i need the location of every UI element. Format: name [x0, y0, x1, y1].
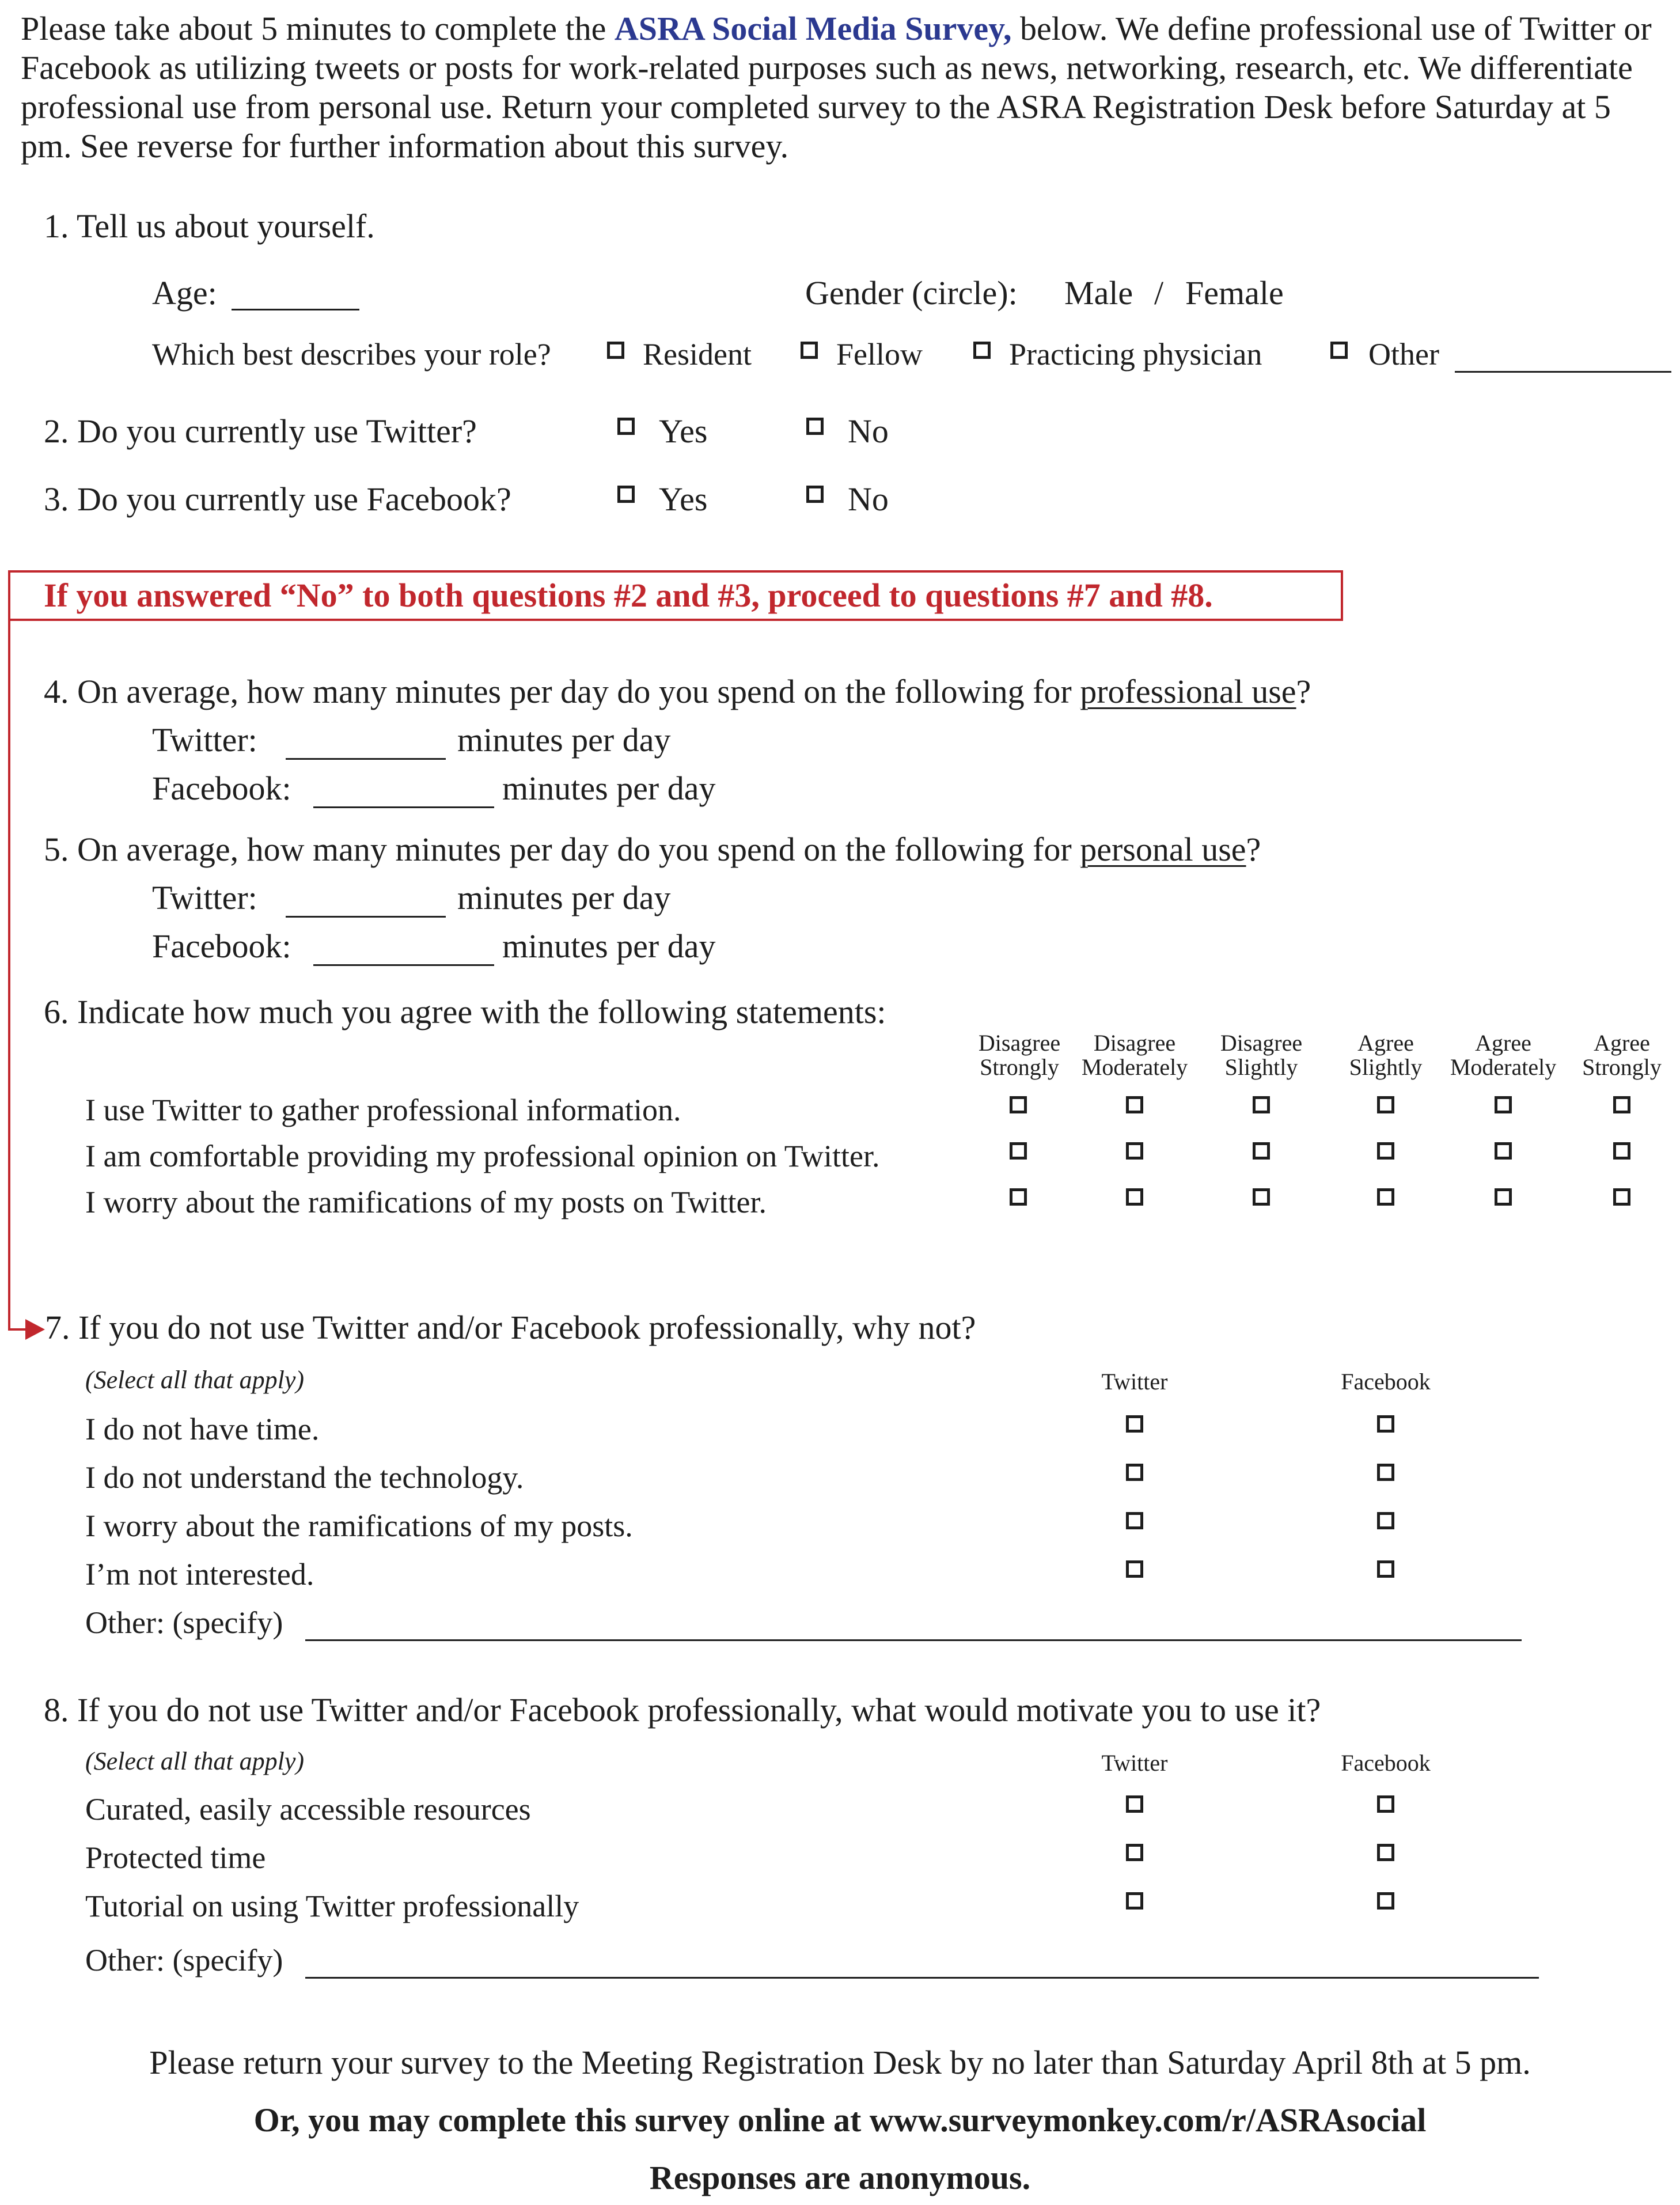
q6-row2-agree-strongly[interactable] [1613, 1142, 1630, 1160]
scale-label-word: Disagree [978, 1030, 1061, 1056]
q6-row2-disagree-strongly[interactable] [1010, 1142, 1027, 1160]
q8-option: Curated, easily accessible resources [85, 1792, 531, 1827]
role-other-checkbox[interactable] [1330, 342, 1348, 359]
q7-reason: I do not have time. [85, 1412, 320, 1446]
scale-label-degree: Slightly [1349, 1054, 1423, 1080]
q8-title: 8. If you do not use Twitter and/or Facebook professionally, what would motivate you to use it? [44, 1691, 1321, 1729]
scale-label-degree: Strongly [1582, 1054, 1662, 1080]
q8-other-label: Other: (specify) [85, 1943, 283, 1977]
q2-title: 2. Do you currently use Twitter? [44, 412, 477, 450]
gender-male[interactable]: Male [1064, 274, 1133, 312]
q6-row1-agree-slightly[interactable] [1377, 1096, 1394, 1113]
role-fellow-label: Fellow [836, 337, 923, 372]
gender-label: Gender (circle): [805, 274, 1018, 312]
q5-title-emphasis: personal use [1080, 831, 1246, 868]
q4-title [44, 675, 1311, 709]
scale-label-word: Agree [1594, 1030, 1650, 1056]
role-other-field[interactable] [1455, 371, 1671, 373]
q8-option: Protected time [85, 1840, 266, 1875]
q6-row2-agree-slightly[interactable] [1377, 1142, 1394, 1160]
gender-separator: / [1154, 274, 1164, 312]
skip-arrow-line [8, 621, 10, 1331]
q8-row3-facebook[interactable] [1377, 1892, 1394, 1910]
gender-female[interactable]: Female [1185, 274, 1284, 312]
role-other-label: Other [1368, 337, 1439, 372]
q7-reason: I’m not interested. [85, 1557, 314, 1592]
q4-title-end: ? [1296, 673, 1311, 710]
q6-row3-agree-strongly[interactable] [1613, 1188, 1630, 1206]
scale-agree-moderately [1446, 1031, 1561, 1079]
scale-disagree-slightly [1204, 1031, 1319, 1079]
q6-row2-disagree-slightly[interactable] [1253, 1142, 1270, 1160]
q1-title: 1. Tell us about yourself. [44, 207, 375, 245]
q3-no-label: No [848, 480, 889, 518]
q4-title-text: 4. On average, how many minutes per day do you spend on the following for [44, 673, 1080, 710]
q5-title-text: 5. On average, how many minutes per day do you spend on the following for [44, 831, 1080, 868]
role-fellow-checkbox[interactable] [801, 342, 818, 359]
q5-twitter-label: Twitter: [152, 879, 257, 916]
scale-label-degree: Moderately [1450, 1054, 1557, 1080]
survey-name: ASRA Social Media Survey, [614, 10, 1012, 47]
q2-no-checkbox[interactable] [806, 418, 824, 435]
q7-row3-twitter[interactable] [1126, 1512, 1143, 1529]
q7-row1-twitter[interactable] [1126, 1415, 1143, 1433]
q4-twitter-unit: minutes per day [457, 721, 671, 759]
role-physician-label: Practicing physician [1009, 337, 1262, 372]
q7-col-facebook: Facebook [1341, 1369, 1431, 1395]
role-resident-label: Resident [643, 337, 752, 372]
q6-row1-agree-moderately[interactable] [1495, 1096, 1512, 1113]
q2-yes-checkbox[interactable] [617, 418, 635, 435]
q6-row1-disagree-strongly[interactable] [1010, 1096, 1027, 1113]
q8-hint: (Select all that apply) [85, 1747, 304, 1775]
q6-row1-disagree-moderately[interactable] [1126, 1096, 1143, 1113]
q4-twitter-label: Twitter: [152, 721, 257, 759]
q6-row1-disagree-slightly[interactable] [1253, 1096, 1270, 1113]
q8-col-facebook: Facebook [1341, 1750, 1431, 1776]
role-physician-checkbox[interactable] [973, 342, 991, 359]
q7-title: 7. If you do not use Twitter and/or Facebook professionally, why not? [45, 1309, 976, 1346]
q5-twitter-unit: minutes per day [457, 879, 671, 916]
q4-title-emphasis: professional use [1080, 673, 1296, 710]
q5-twitter-field[interactable] [286, 916, 446, 918]
scale-label-word: Agree [1475, 1030, 1531, 1056]
q8-row2-twitter[interactable] [1126, 1844, 1143, 1861]
scale-label-degree: Strongly [980, 1054, 1059, 1080]
q7-other-field[interactable] [305, 1639, 1522, 1641]
q2-yes-label: Yes [659, 412, 708, 450]
q7-col-twitter: Twitter [1101, 1369, 1168, 1395]
role-resident-checkbox[interactable] [607, 342, 624, 359]
role-label: Which best describes your role? [152, 337, 551, 372]
skip-instruction: If you answered “No” to both questions #2 and #3, proceed to questions #7 and #8. [44, 577, 1213, 614]
q5-facebook-label: Facebook: [152, 927, 291, 965]
q7-row2-facebook[interactable] [1377, 1464, 1394, 1481]
q5-title-end: ? [1246, 831, 1261, 868]
q8-row3-twitter[interactable] [1126, 1892, 1143, 1910]
q7-reason: I worry about the ramifications of my posts. [85, 1509, 633, 1543]
age-field[interactable] [232, 309, 359, 310]
q4-facebook-label: Facebook: [152, 770, 291, 807]
scale-disagree-strongly [962, 1031, 1077, 1079]
q8-other-field[interactable] [305, 1977, 1539, 1979]
intro-text-rest: below. We define professional use of Twitter or Facebook as utilizing tweets or posts for work-related purposes such as news, networking, research, etc. We differentiate professional use from personal use. Return your completed survey to the ASRA Registration Desk before Saturday at 5 pm. See reverse for further information about this survey. [21, 10, 1652, 165]
age-label: Age: [152, 274, 217, 312]
q6-row2-disagree-moderately[interactable] [1126, 1142, 1143, 1160]
q3-title: 3. Do you currently use Facebook? [44, 480, 511, 518]
q6-title: 6. Indicate how much you agree with the following statements: [44, 993, 886, 1030]
intro-text: Please take about 5 minutes to complete the [21, 10, 615, 47]
q6-row3-agree-slightly[interactable] [1377, 1188, 1394, 1206]
q7-row4-facebook[interactable] [1377, 1560, 1394, 1578]
q4-facebook-unit: minutes per day [502, 770, 716, 807]
q6-row3-disagree-moderately[interactable] [1126, 1188, 1143, 1206]
scale-label-word: Disagree [1093, 1030, 1176, 1056]
scale-agree-strongly [1564, 1031, 1679, 1079]
q7-row4-twitter[interactable] [1126, 1560, 1143, 1578]
q6-statement: I use Twitter to gather professional information. [85, 1093, 681, 1127]
q3-yes-checkbox[interactable] [617, 486, 635, 503]
q4-facebook-field[interactable] [313, 806, 494, 808]
scale-label-word: Disagree [1220, 1030, 1303, 1056]
q8-option: Tutorial on using Twitter professionally [85, 1889, 579, 1923]
footer-return-note: Please return your survey to the Meeting Registration Desk by no later than Saturday April 8th at 5 pm. [149, 2044, 1531, 2081]
q8-row1-facebook[interactable] [1377, 1795, 1394, 1813]
q7-hint: (Select all that apply) [85, 1366, 304, 1394]
scale-label-degree: Moderately [1081, 1054, 1188, 1080]
scale-label-word: Agree [1357, 1030, 1414, 1056]
q5-facebook-field[interactable] [313, 964, 494, 966]
q5-facebook-unit: minutes per day [502, 927, 716, 965]
q7-reason: I do not understand the technology. [85, 1460, 524, 1495]
scale-label-degree: Slightly [1224, 1054, 1298, 1080]
q4-twitter-field[interactable] [286, 758, 446, 760]
q2-no-label: No [848, 412, 889, 450]
q3-no-checkbox[interactable] [806, 486, 824, 503]
q8-row1-twitter[interactable] [1126, 1795, 1143, 1813]
scale-agree-slightly [1328, 1031, 1443, 1079]
q8-col-twitter: Twitter [1101, 1750, 1168, 1776]
scale-disagree-moderately [1077, 1031, 1192, 1079]
footer-online-note: Or, you may complete this survey online at www.surveymonkey.com/r/ASRAsocial [253, 2101, 1427, 2139]
q6-row3-disagree-strongly[interactable] [1010, 1188, 1027, 1206]
q6-row1-agree-strongly[interactable] [1613, 1096, 1630, 1113]
intro-paragraph [21, 9, 1662, 166]
footer-anonymous-note: Responses are anonymous. [649, 2159, 1031, 2196]
q6-statement: I worry about the ramifications of my posts on Twitter. [85, 1185, 767, 1219]
skip-arrow-icon [25, 1319, 45, 1340]
q6-statement: I am comfortable providing my professional opinion on Twitter. [85, 1139, 880, 1173]
q7-other-label: Other: (specify) [85, 1605, 283, 1640]
q3-yes-label: Yes [659, 480, 708, 518]
q7-row1-facebook[interactable] [1377, 1415, 1394, 1433]
q6-row2-agree-moderately[interactable] [1495, 1142, 1512, 1160]
q7-row2-twitter[interactable] [1126, 1464, 1143, 1481]
q7-row3-facebook[interactable] [1377, 1512, 1394, 1529]
q6-row3-disagree-slightly[interactable] [1253, 1188, 1270, 1206]
q6-row3-agree-moderately[interactable] [1495, 1188, 1512, 1206]
q5-title [44, 833, 1261, 866]
q8-row2-facebook[interactable] [1377, 1844, 1394, 1861]
